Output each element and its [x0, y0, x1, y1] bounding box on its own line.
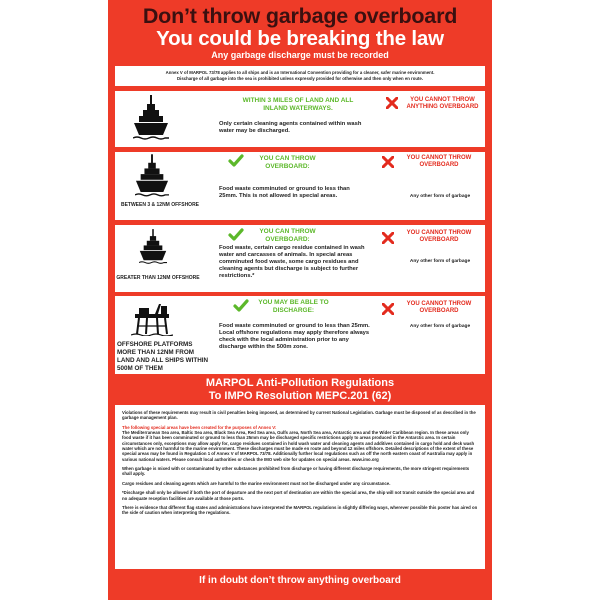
zone-1-can-label: WITHIN 3 MILES OF LAND AND ALL INLAND WATERWAYS.	[242, 97, 354, 112]
regulation-line-2: To IMPO Resolution MEPC.201 (62)	[208, 390, 392, 402]
poster-footer: If in doubt don’t throw anything overboard	[199, 575, 401, 586]
zone-3-12nm	[115, 152, 485, 220]
notes-box	[115, 405, 485, 569]
check-icon	[228, 154, 244, 168]
intro-line-1: Annex V of MARPOL 73/78 applies to all ships and is an International Convention providing for a cleaner, safer marine environment.	[165, 70, 435, 75]
poster-subtitle: You could be breaking the law	[156, 27, 444, 50]
zone-offshore-platforms	[115, 296, 485, 374]
poster-title: Don’t throw garbage overboard	[142, 4, 458, 28]
zone-4-cannot-label: YOU CANNOT THROW OVERBOARD	[406, 301, 472, 314]
special-areas-heading: The following special areas have been created for the purposes of Annex V:	[122, 424, 277, 430]
zone-4-caption: OFFSHORE PLATFORMS MORE THAN 12NM FROM LAND AND ALL SHIPS WITHIN 500M OF THEM	[117, 341, 209, 372]
cross-icon	[386, 97, 398, 109]
zone-2-caption: BETWEEN 3 & 12NM OFFSHORE	[120, 202, 200, 208]
zone-3-other: Any other form of garbage	[409, 259, 471, 264]
poster-header	[108, 4, 492, 61]
regulation-line-1: MARPOL Anti-Pollution Regulations	[205, 377, 395, 389]
zone-2-description: Food waste comminuted or ground to less than 25mm. This is not allowed in special areas.	[219, 186, 350, 199]
zone-3-can-label: YOU CAN THROW OVERBOARD:	[259, 228, 316, 243]
note-special-areas	[122, 425, 478, 462]
check-icon	[228, 228, 244, 242]
zone-4-can-label: YOU MAY BE ABLE TO DISCHARGE:	[258, 299, 329, 314]
zone-1-description: Only certain cleaning agents contained within wash water may be discharged.	[219, 121, 362, 134]
ship-icon	[133, 95, 169, 141]
garbage-poster	[108, 0, 492, 600]
note-interpretation: There is evidence that different flag states and administrations have interpreted the MARPOL regulations in slightly differing ways, wherever possible this poster has aired on the side of caution when interpreting the regulations.	[122, 505, 478, 516]
ship-icon	[135, 154, 169, 198]
zone-3-description: Food waste, certain cargo residue contained in wash water and carcasses of animals. In special areas comminuted food waste, some cargo residues and cleaning agents but discharge is subject to further restrictions.*	[219, 245, 365, 279]
zone-inland	[115, 91, 485, 147]
zone-1-cannot-label: YOU CANNOT THROW ANYTHING OVERBOARD	[406, 97, 479, 110]
intro-line-2: Discharge of all garbage into the sea is prohibited unless expressly provided for otherwise and then only when en route.	[177, 75, 423, 81]
cross-icon	[382, 303, 394, 315]
zone-4-other: Any other form of garbage	[409, 324, 471, 329]
ship-icon	[139, 229, 167, 265]
zone-beyond-12nm	[115, 225, 485, 292]
regulation-banner	[108, 377, 492, 403]
zone-3-caption: GREATER THAN 12NM OFFSHORE	[116, 275, 200, 281]
note-discharge-conditions: *Discharge shall only be allowed if both the port of departure and the next port of destination are within the special area, the ship will not transit outside the special area and no adequate reception facilities are available at those ports.	[122, 490, 475, 501]
recording-note: Any garbage discharge must be recorded	[211, 50, 389, 60]
check-icon	[233, 299, 249, 313]
intro-box	[115, 66, 485, 86]
zone-2-other: Any other form of garbage	[409, 194, 471, 199]
zone-4-description: Food waste comminuted or ground to less than 25mm. Local offshore regulations may apply therefore always check with the local administration prior to any discharge within the 500m zone.	[219, 323, 370, 350]
note-cargo-residues: Cargo residues and cleaning agents which are harmful to the marine environment must not be discharged under any circumstance.	[122, 480, 391, 486]
oil-platform-icon	[131, 304, 173, 336]
note-violations: Violations of these requirements may result in civil penalties being imposed, as determined by current National Legislation. Garbage must be disposed of as described in the garbage management plan.	[122, 410, 476, 421]
special-areas-body: The Mediterranean Sea area, Baltic Sea area, Black Sea Area, Red Sea area, Gulfs area, North Sea area, Antarctic area and the Wider Caribbean region. In these areas only food waste if it has been comminuted or ground to less than 25mm may be discharged specific restrictions apply to areas produced in the Antarctic area. In certain circumstances only, exceptions may allow apply for, cargo residues contained in hold wash water and cleaning agents and additives contained in cargo hold and deck wash water which are not harmful to the marine environment. These discharges must be made en route and beyond 12 miles offshore. Detailed descriptions of the extent of these special areas may be found in Regulation 1 of Annex V of MARPOL 73/78. Additionally further local regulations such as off the north eastern coast of Australia may apply in various national waters. Please consult local authorities or check the IMO web site for updates on special areas. www.imo.org	[122, 430, 475, 462]
zone-3-cannot-label: YOU CANNOT THROW OVERBOARD	[406, 230, 472, 243]
note-mixed-garbage: When garbage is mixed with or contaminated by other substances prohibited from discharge or having different discharge requirements, the more stringent requirements shall apply.	[122, 466, 470, 477]
cross-icon	[382, 156, 394, 168]
zone-2-cannot-label: YOU CANNOT THROW OVERBOARD	[406, 155, 472, 168]
cross-icon	[382, 232, 394, 244]
zone-2-can-label: YOU CAN THROW OVERBOARD:	[259, 155, 316, 170]
